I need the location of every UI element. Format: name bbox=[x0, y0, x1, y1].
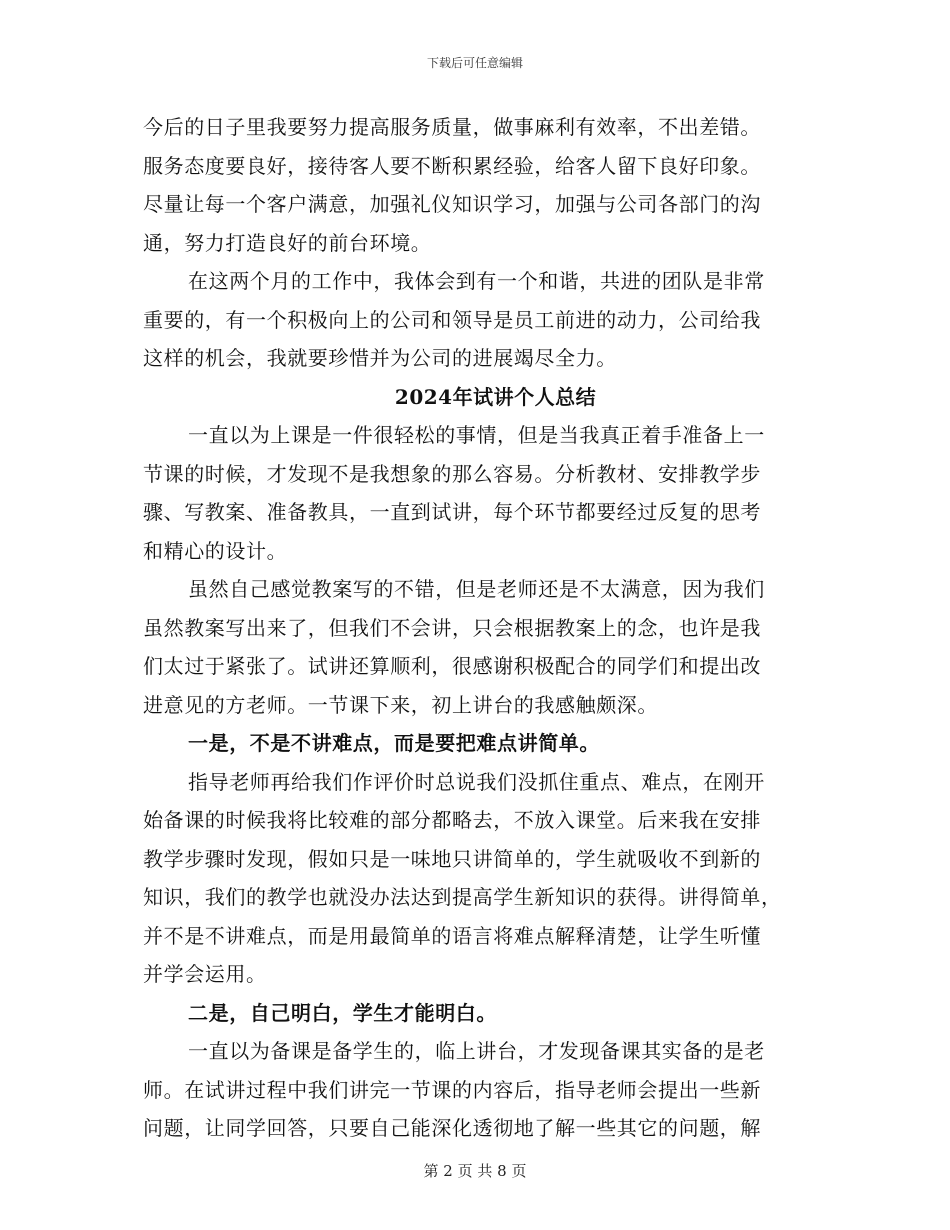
subheading: 二是，自己明白，学生才能明白。 bbox=[188, 1000, 497, 1025]
document-body bbox=[143, 108, 808, 1148]
text-line: 们太过于紧张了。试讲还算顺利，很感谢积极配合的同学们和提出改 bbox=[143, 654, 761, 678]
section-title: 2024年试讲个人总结 bbox=[394, 384, 597, 409]
text-line: 虽然自己感觉教案写的不错，但是老师还是不太满意，因为我们 bbox=[188, 577, 765, 601]
text-line: 服务态度要良好，接待客人要不断积累经验，给客人留下良好印象。 bbox=[143, 153, 761, 178]
text-line: 在这两个月的工作中，我体会到有一个和谐，共进的团队是非常 bbox=[188, 269, 765, 293]
text-line: 尽量让每一个客户满意，加强礼仪知识学习，加强与公司各部门的沟 bbox=[143, 192, 761, 216]
text-line: 教学步骤时发现，假如只是一味地只讲简单的，学生就吸收不到新的 bbox=[143, 846, 761, 871]
text-line: 一直以为备课是备学生的，临上讲台，才发现备课其实备的是老 bbox=[188, 1039, 765, 1063]
text-line: 今后的日子里我要努力提高服务质量，做事麻利有效率，不出差错。 bbox=[143, 115, 761, 139]
text-line: 始备课的时候我将比较难的部分都略去，不放入课堂。后来我在安排 bbox=[143, 808, 761, 832]
text-line: 一直以为上课是一件很轻松的事情，但是当我真正着手准备上一 bbox=[188, 423, 765, 447]
subheading: 一是，不是不讲难点，而是要把难点讲简单。 bbox=[188, 731, 600, 755]
text-line: 师。在试讲过程中我们讲完一节课的内容后，指导老师会提出一些新 bbox=[143, 1077, 761, 1102]
text-line: 问题，让同学回答，只要自己能深化透彻地了解一些其它的问题，解 bbox=[143, 1116, 761, 1140]
text-line: 虽然教案写出来了，但我们不会讲，只会根据教案上的念，也许是我 bbox=[143, 615, 761, 640]
text-line: 并不是不讲难点，而是用最简单的语言将难点解释清楚，让学生听懂 bbox=[143, 923, 761, 948]
text-line: 并学会运用。 bbox=[143, 962, 267, 986]
text-line: 骤、写教案、准备教具，一直到试讲，每个环节都要经过反复的思考 bbox=[143, 500, 761, 524]
text-line: 重要的，有一个积极向上的公司和领导是员工前进的动力，公司给我 bbox=[143, 307, 761, 332]
page-indicator: 第 2 页 共 8 页 bbox=[423, 1162, 527, 1180]
text-line: 节课的时候，才发现不是我想象的那么容易。分析教材、安排教学步 bbox=[143, 461, 761, 486]
text-line: 进意见的方老师。一节课下来，初上讲台的我感触颇深。 bbox=[143, 692, 658, 717]
text-line: 知识，我们的教学也就没办法达到提高学生新知识的获得。讲得简单， bbox=[143, 885, 782, 909]
header-note: 下载后可任意编辑 bbox=[426, 56, 523, 70]
text-line: 指导老师再给我们作评价时总说我们没抓住重点、难点，在刚开 bbox=[188, 769, 765, 794]
text-line: 和精心的设计。 bbox=[143, 538, 288, 563]
text-line: 通，努力打造良好的前台环境。 bbox=[143, 230, 432, 255]
text-line: 这样的机会，我就要珍惜并为公司的进展竭尽全力。 bbox=[143, 346, 617, 370]
